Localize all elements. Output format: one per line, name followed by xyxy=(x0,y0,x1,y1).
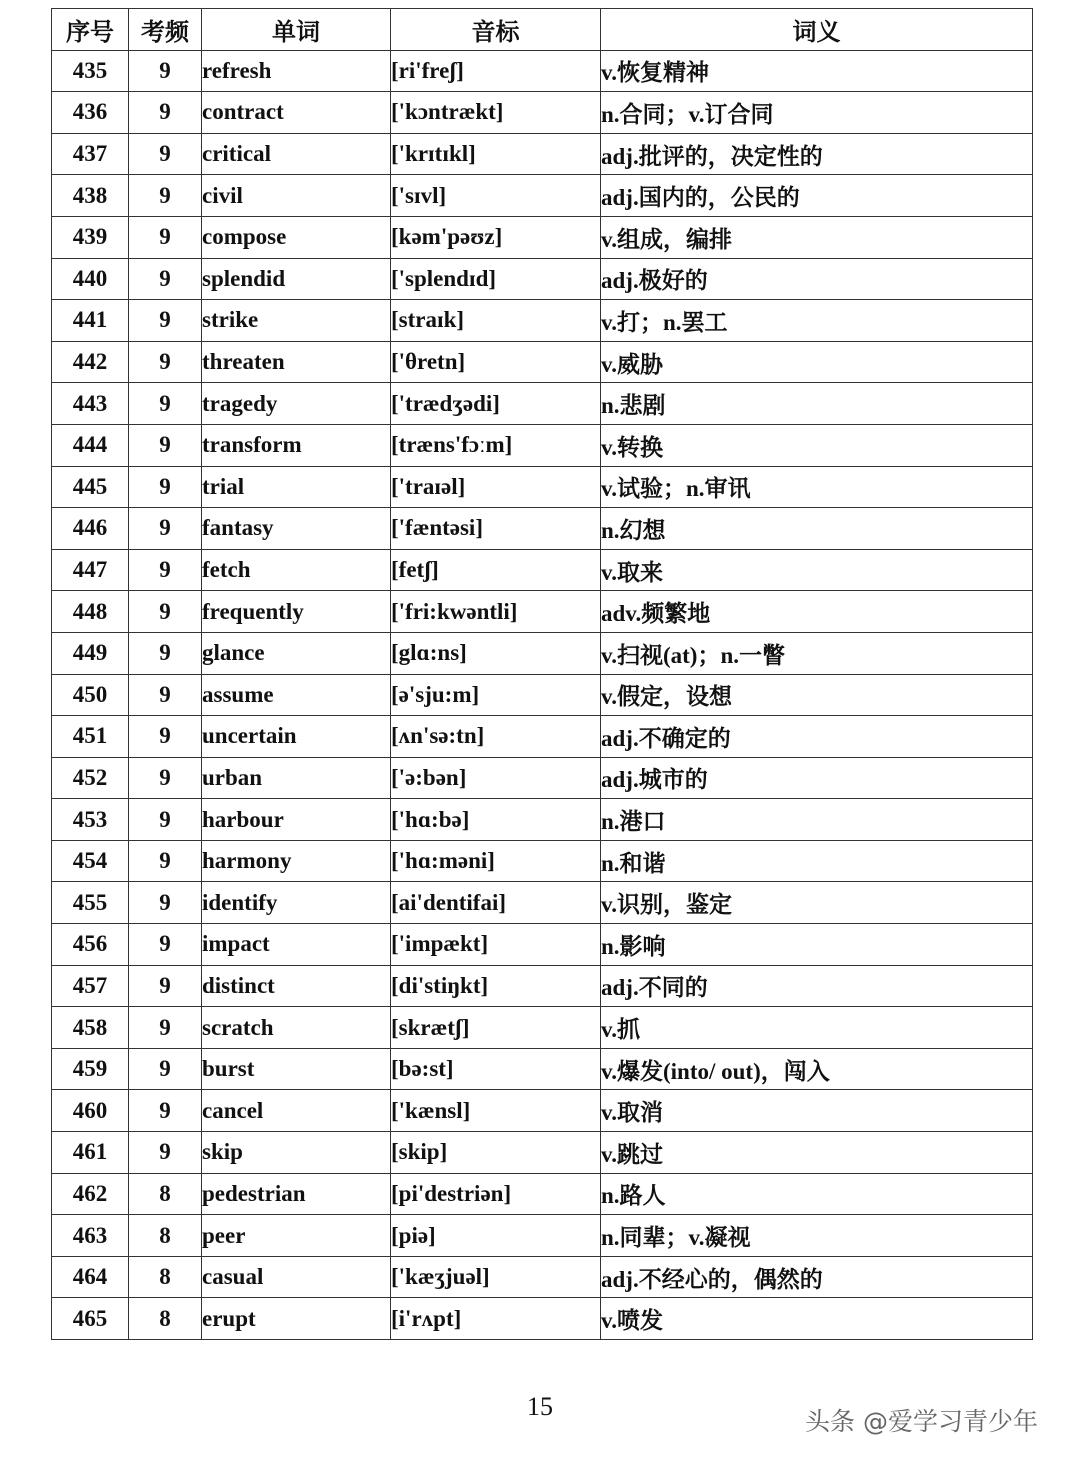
cell-phonetic: ['kæʒjuəl] xyxy=(391,1256,601,1298)
cell-word: strike xyxy=(202,300,391,342)
header-word: 单词 xyxy=(202,9,391,51)
vocabulary-table xyxy=(51,8,1033,1340)
cell-index: 441 xyxy=(52,300,129,342)
table-row xyxy=(52,341,1033,383)
cell-index: 438 xyxy=(52,175,129,217)
table-row xyxy=(52,965,1033,1007)
table-row xyxy=(52,882,1033,924)
table-row xyxy=(52,1215,1033,1257)
cell-phonetic: [pi'destriən] xyxy=(391,1173,601,1215)
cell-meaning: adj.批评的，决定性的 xyxy=(601,133,1033,175)
cell-index: 437 xyxy=(52,133,129,175)
cell-phonetic: ['ə:bən] xyxy=(391,757,601,799)
cell-phonetic: [træns'fɔːm] xyxy=(391,424,601,466)
cell-frequency: 9 xyxy=(129,674,202,716)
cell-word: distinct xyxy=(202,965,391,1007)
cell-phonetic: [kəm'pəʊz] xyxy=(391,216,601,258)
cell-word: impact xyxy=(202,924,391,966)
cell-meaning: v.喷发 xyxy=(601,1298,1033,1340)
table-row xyxy=(52,466,1033,508)
header-meaning: 词义 xyxy=(601,9,1033,51)
table-row xyxy=(52,840,1033,882)
cell-meaning: v.转换 xyxy=(601,424,1033,466)
cell-phonetic: [fetʃ] xyxy=(391,549,601,591)
cell-phonetic: [glɑ:ns] xyxy=(391,632,601,674)
cell-phonetic: ['fæntəsi] xyxy=(391,508,601,550)
cell-frequency: 9 xyxy=(129,716,202,758)
cell-word: transform xyxy=(202,424,391,466)
cell-frequency: 9 xyxy=(129,799,202,841)
cell-frequency: 9 xyxy=(129,591,202,633)
cell-frequency: 9 xyxy=(129,424,202,466)
cell-word: trial xyxy=(202,466,391,508)
cell-phonetic: ['fri:kwəntli] xyxy=(391,591,601,633)
cell-index: 440 xyxy=(52,258,129,300)
cell-frequency: 9 xyxy=(129,258,202,300)
cell-frequency: 9 xyxy=(129,757,202,799)
table-row xyxy=(52,924,1033,966)
cell-phonetic: [straɪk] xyxy=(391,300,601,342)
cell-frequency: 8 xyxy=(129,1298,202,1340)
table-row xyxy=(52,799,1033,841)
header-phonetic: 音标 xyxy=(391,9,601,51)
cell-frequency: 9 xyxy=(129,549,202,591)
table-row xyxy=(52,50,1033,92)
cell-word: scratch xyxy=(202,1007,391,1049)
table-row xyxy=(52,133,1033,175)
cell-meaning: v.取来 xyxy=(601,549,1033,591)
cell-word: fetch xyxy=(202,549,391,591)
cell-frequency: 9 xyxy=(129,1132,202,1174)
cell-phonetic: ['θretn] xyxy=(391,341,601,383)
cell-meaning: n.悲剧 xyxy=(601,383,1033,425)
cell-frequency: 9 xyxy=(129,508,202,550)
cell-frequency: 9 xyxy=(129,50,202,92)
cell-meaning: n.影响 xyxy=(601,924,1033,966)
cell-meaning: adj.极好的 xyxy=(601,258,1033,300)
cell-frequency: 9 xyxy=(129,882,202,924)
cell-meaning: v.抓 xyxy=(601,1007,1033,1049)
cell-index: 462 xyxy=(52,1173,129,1215)
cell-word: refresh xyxy=(202,50,391,92)
cell-frequency: 8 xyxy=(129,1256,202,1298)
cell-index: 455 xyxy=(52,882,129,924)
table-row xyxy=(52,1007,1033,1049)
cell-word: harmony xyxy=(202,840,391,882)
cell-phonetic: ['impækt] xyxy=(391,924,601,966)
cell-meaning: v.假定，设想 xyxy=(601,674,1033,716)
cell-index: 436 xyxy=(52,92,129,134)
cell-frequency: 9 xyxy=(129,632,202,674)
cell-frequency: 9 xyxy=(129,840,202,882)
cell-word: splendid xyxy=(202,258,391,300)
table-row xyxy=(52,300,1033,342)
cell-meaning: n.同辈；v.凝视 xyxy=(601,1215,1033,1257)
cell-meaning: v.扫视(at)；n.一瞥 xyxy=(601,632,1033,674)
cell-meaning: n.港口 xyxy=(601,799,1033,841)
cell-index: 451 xyxy=(52,716,129,758)
cell-word: assume xyxy=(202,674,391,716)
cell-phonetic: ['kɔntrækt] xyxy=(391,92,601,134)
cell-index: 454 xyxy=(52,840,129,882)
cell-frequency: 9 xyxy=(129,216,202,258)
cell-word: peer xyxy=(202,1215,391,1257)
cell-index: 463 xyxy=(52,1215,129,1257)
cell-word: critical xyxy=(202,133,391,175)
cell-index: 442 xyxy=(52,341,129,383)
cell-index: 443 xyxy=(52,383,129,425)
cell-word: frequently xyxy=(202,591,391,633)
cell-meaning: v.试验；n.审讯 xyxy=(601,466,1033,508)
cell-phonetic: ['hɑ:bə] xyxy=(391,799,601,841)
cell-frequency: 9 xyxy=(129,133,202,175)
cell-index: 450 xyxy=(52,674,129,716)
table-row xyxy=(52,175,1033,217)
table-row xyxy=(52,424,1033,466)
cell-phonetic: [di'stiŋkt] xyxy=(391,965,601,1007)
cell-index: 465 xyxy=(52,1298,129,1340)
cell-word: harbour xyxy=(202,799,391,841)
cell-index: 452 xyxy=(52,757,129,799)
cell-meaning: v.组成，编排 xyxy=(601,216,1033,258)
cell-meaning: v.识别，鉴定 xyxy=(601,882,1033,924)
cell-phonetic: ['splendɪd] xyxy=(391,258,601,300)
cell-index: 456 xyxy=(52,924,129,966)
cell-phonetic: [i'rʌpt] xyxy=(391,1298,601,1340)
cell-meaning: v.打；n.罢工 xyxy=(601,300,1033,342)
cell-meaning: n.合同；v.订合同 xyxy=(601,92,1033,134)
watermark: 头条 @爱学习青少年 xyxy=(805,1407,1038,1436)
cell-meaning: adv.频繁地 xyxy=(601,591,1033,633)
cell-index: 435 xyxy=(52,50,129,92)
cell-index: 460 xyxy=(52,1090,129,1132)
table-row xyxy=(52,1256,1033,1298)
table-row xyxy=(52,549,1033,591)
table-row xyxy=(52,674,1033,716)
cell-meaning: adj.不同的 xyxy=(601,965,1033,1007)
cell-meaning: v.跳过 xyxy=(601,1132,1033,1174)
cell-index: 446 xyxy=(52,508,129,550)
cell-word: civil xyxy=(202,175,391,217)
cell-index: 459 xyxy=(52,1048,129,1090)
cell-index: 461 xyxy=(52,1132,129,1174)
table-row xyxy=(52,508,1033,550)
cell-frequency: 9 xyxy=(129,300,202,342)
cell-word: skip xyxy=(202,1132,391,1174)
cell-frequency: 9 xyxy=(129,341,202,383)
cell-word: uncertain xyxy=(202,716,391,758)
cell-frequency: 9 xyxy=(129,965,202,1007)
cell-index: 439 xyxy=(52,216,129,258)
table-row xyxy=(52,383,1033,425)
cell-index: 453 xyxy=(52,799,129,841)
cell-index: 449 xyxy=(52,632,129,674)
table-row xyxy=(52,757,1033,799)
cell-word: compose xyxy=(202,216,391,258)
cell-frequency: 9 xyxy=(129,1007,202,1049)
cell-phonetic: [ai'dentifai] xyxy=(391,882,601,924)
cell-phonetic: ['sɪvl] xyxy=(391,175,601,217)
cell-phonetic: ['trædʒədi] xyxy=(391,383,601,425)
cell-meaning: n.和谐 xyxy=(601,840,1033,882)
cell-word: casual xyxy=(202,1256,391,1298)
table-body xyxy=(52,50,1033,1339)
cell-phonetic: [ʌn'sə:tn] xyxy=(391,716,601,758)
cell-word: erupt xyxy=(202,1298,391,1340)
cell-meaning: adj.国内的，公民的 xyxy=(601,175,1033,217)
cell-frequency: 9 xyxy=(129,92,202,134)
header-frequency: 考频 xyxy=(129,9,202,51)
header-index: 序号 xyxy=(52,9,129,51)
page-number: 15 xyxy=(527,1392,553,1421)
table-row xyxy=(52,632,1033,674)
cell-index: 445 xyxy=(52,466,129,508)
cell-meaning: v.威胁 xyxy=(601,341,1033,383)
cell-phonetic: [ə'sju:m] xyxy=(391,674,601,716)
cell-index: 464 xyxy=(52,1256,129,1298)
table-row xyxy=(52,258,1033,300)
cell-phonetic: [piə] xyxy=(391,1215,601,1257)
cell-word: urban xyxy=(202,757,391,799)
table-row xyxy=(52,1173,1033,1215)
table-row xyxy=(52,1298,1033,1340)
cell-word: pedestrian xyxy=(202,1173,391,1215)
cell-meaning: n.路人 xyxy=(601,1173,1033,1215)
cell-word: burst xyxy=(202,1048,391,1090)
cell-phonetic: [ri'freʃ] xyxy=(391,50,601,92)
cell-index: 444 xyxy=(52,424,129,466)
cell-phonetic: ['krɪtɪkl] xyxy=(391,133,601,175)
cell-meaning: n.幻想 xyxy=(601,508,1033,550)
table-row xyxy=(52,1132,1033,1174)
cell-word: glance xyxy=(202,632,391,674)
table-row xyxy=(52,1090,1033,1132)
cell-frequency: 9 xyxy=(129,383,202,425)
cell-word: contract xyxy=(202,92,391,134)
cell-phonetic: ['traɪəl] xyxy=(391,466,601,508)
table-row xyxy=(52,591,1033,633)
cell-index: 448 xyxy=(52,591,129,633)
cell-meaning: v.恢复精神 xyxy=(601,50,1033,92)
cell-frequency: 8 xyxy=(129,1215,202,1257)
cell-phonetic: [bə:st] xyxy=(391,1048,601,1090)
table-header-row xyxy=(52,9,1033,51)
cell-meaning: v.取消 xyxy=(601,1090,1033,1132)
cell-phonetic: ['kænsl] xyxy=(391,1090,601,1132)
table-row xyxy=(52,92,1033,134)
cell-phonetic: [skrætʃ] xyxy=(391,1007,601,1049)
table-row xyxy=(52,1048,1033,1090)
table-row xyxy=(52,716,1033,758)
cell-word: identify xyxy=(202,882,391,924)
cell-word: fantasy xyxy=(202,508,391,550)
cell-word: cancel xyxy=(202,1090,391,1132)
cell-meaning: adj.不经心的，偶然的 xyxy=(601,1256,1033,1298)
cell-meaning: adj.不确定的 xyxy=(601,716,1033,758)
cell-index: 457 xyxy=(52,965,129,1007)
cell-word: threaten xyxy=(202,341,391,383)
cell-index: 447 xyxy=(52,549,129,591)
cell-phonetic: ['hɑ:məni] xyxy=(391,840,601,882)
cell-frequency: 9 xyxy=(129,1090,202,1132)
cell-frequency: 9 xyxy=(129,924,202,966)
cell-meaning: v.爆发(into/ out)，闯入 xyxy=(601,1048,1033,1090)
cell-frequency: 9 xyxy=(129,466,202,508)
table-row xyxy=(52,216,1033,258)
cell-meaning: adj.城市的 xyxy=(601,757,1033,799)
cell-frequency: 9 xyxy=(129,175,202,217)
cell-phonetic: [skip] xyxy=(391,1132,601,1174)
cell-frequency: 9 xyxy=(129,1048,202,1090)
cell-word: tragedy xyxy=(202,383,391,425)
cell-frequency: 8 xyxy=(129,1173,202,1215)
cell-index: 458 xyxy=(52,1007,129,1049)
